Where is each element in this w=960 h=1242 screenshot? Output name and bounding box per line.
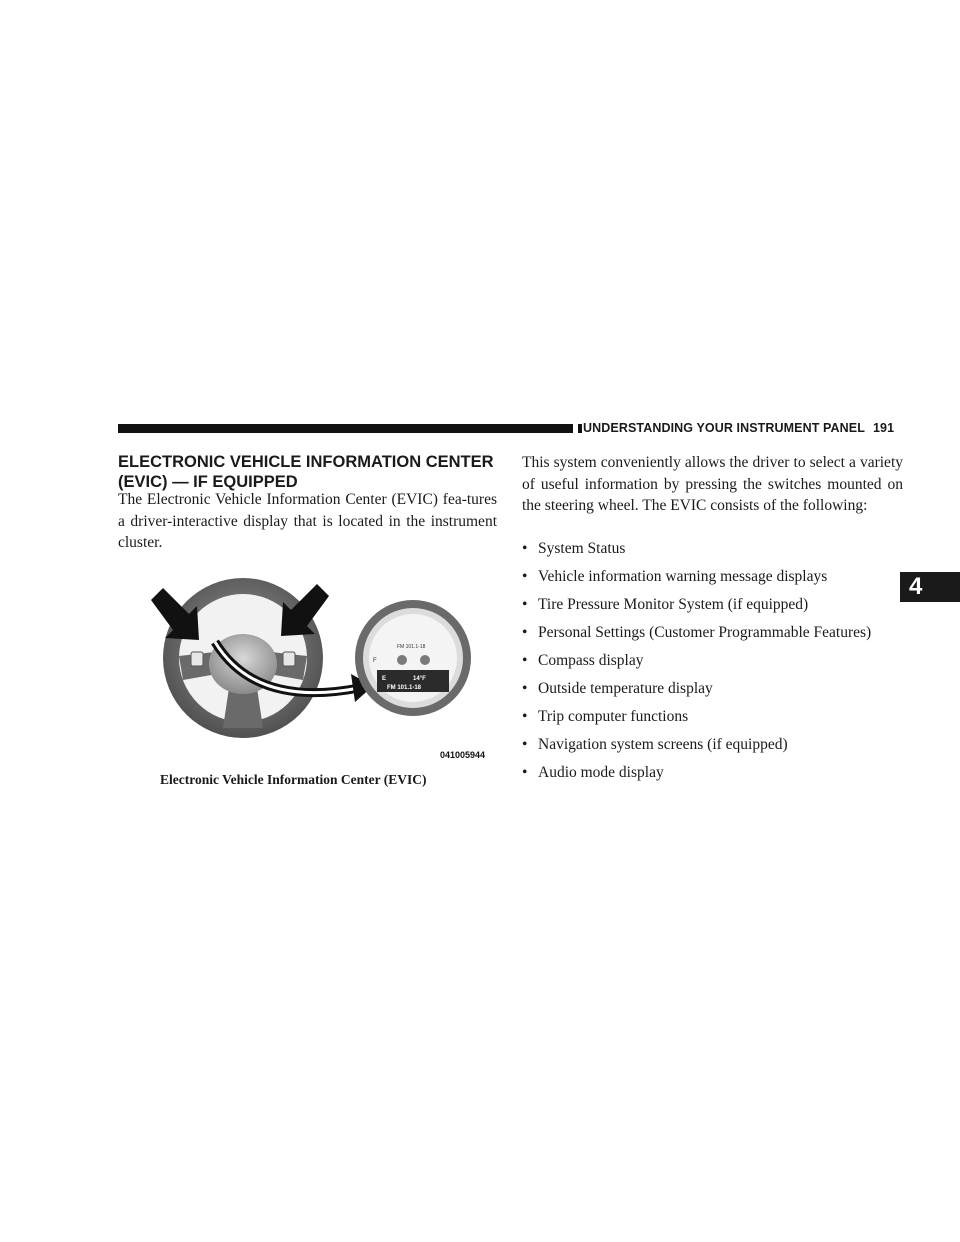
bullet: • [522,568,528,585]
list-item [522,647,907,675]
list-item-text: Navigation system screens (if equipped) [538,736,788,753]
header-rule-tick [578,424,582,433]
steering-wheel-illustration [145,578,485,764]
list-item [522,619,907,647]
bullet: • [522,652,528,669]
list-item [522,563,907,591]
figure-caption: Electronic Vehicle Information Center (EVIC) [160,772,427,787]
list-item-text: Vehicle information warning message displays [538,568,828,585]
list-item [522,591,907,619]
right-paragraph: This system conveniently allows the driver to select a variety of useful information by pressing the switches mounted on the steering wheel. The EVIC consists of the following: [522,454,903,514]
display-gauge-f: F [373,658,377,664]
bullet: • [522,736,528,753]
list-item-text: Tire Pressure Monitor System (if equipped) [538,596,809,613]
bullet: • [522,708,528,725]
section-heading: ELECTRONIC VEHICLE INFORMATION CENTER (EVIC) — IF EQUIPPED [118,453,494,491]
arrow-left-icon [151,588,199,640]
chapter-tab: 4 [900,572,960,602]
display-line1: FM 101.1-18 [397,644,426,650]
list-item [522,703,907,731]
display-temperature: 14°F [413,676,426,682]
evic-display-closeup [355,600,471,716]
list-item-text: Compass display [538,652,644,669]
display-radio: FM 101.1-18 [387,685,422,691]
header-rule [118,424,573,433]
arrow-right-icon [281,584,329,636]
intro-paragraph: The Electronic Vehicle Information Center (EVIC) fea-tures a driver-interactive display that is located in the instrument cluster. [118,491,497,551]
list-item [522,731,907,759]
list-item-text: Trip computer functions [538,708,689,725]
feature-list [522,535,907,787]
image-code: 041005944 [440,750,485,760]
bullet: • [522,624,528,641]
running-head-title: UNDERSTANDING YOUR INSTRUMENT PANEL [583,421,865,435]
bullet: • [522,596,528,613]
display-gauge-e: E [382,676,387,682]
list-item [522,759,907,787]
page-number: 191 [872,421,895,435]
list-item-text: Audio mode display [538,764,664,781]
list-item-text: Personal Settings (Customer Programmable Features) [538,624,872,641]
running-head [583,421,894,435]
list-item-text: System Status [538,540,626,557]
list-item [522,675,907,703]
bullet: • [522,540,528,557]
list-item-text: Outside temperature display [538,680,713,697]
bullet: • [522,764,528,781]
evic-figure [145,578,485,764]
bullet: • [522,680,528,697]
list-item [522,535,907,563]
